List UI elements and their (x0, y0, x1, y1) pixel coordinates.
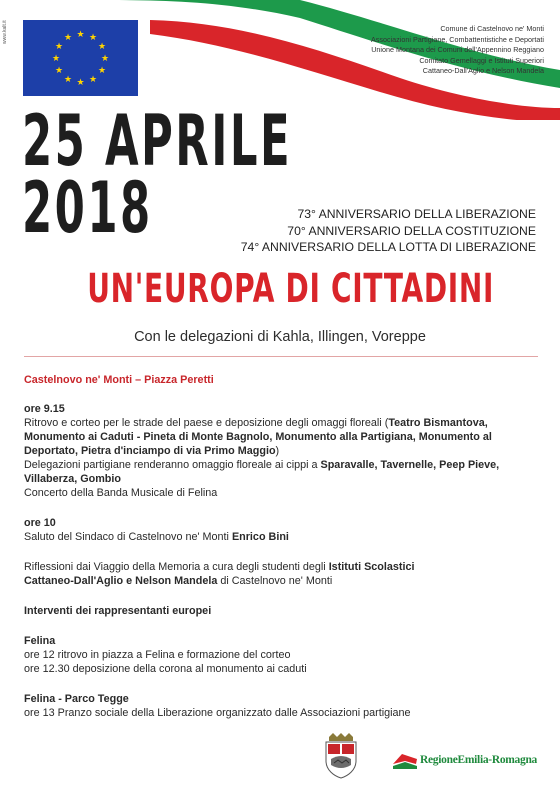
program-bold: Teatro Bismantova, (388, 417, 488, 429)
organizer-line: Comune di Castelnovo ne' Monti (440, 24, 544, 33)
program-line (24, 472, 544, 486)
region-logo-text: RegioneEmilia-Romagna (420, 754, 537, 766)
svg-text:★: ★ (88, 33, 98, 43)
svg-text:★: ★ (76, 78, 85, 88)
anniversary-line: 74° ANNIVERSARIO DELLA LOTTA DI LIBERAZIONE (240, 240, 536, 254)
svg-text:★: ★ (54, 66, 64, 76)
program-bold: Monumento ai Caduti - Pineta di Monte Bagnolo, Monumento alla Partigiana, Monumento al (24, 431, 492, 443)
divider (24, 356, 538, 357)
event-year: 2018 (22, 167, 153, 249)
side-url: www.kalt.it (2, 20, 8, 44)
svg-text:★: ★ (63, 75, 73, 85)
program-text: Ritrovo e corteo per le strade del paese e deposizione degli omaggi floreali ( (24, 417, 389, 429)
program-line (24, 458, 544, 472)
svg-text:★: ★ (76, 30, 85, 40)
program-line (24, 574, 544, 588)
program-line (24, 430, 544, 444)
time-label (24, 402, 544, 416)
svg-text:★: ★ (54, 42, 64, 52)
program-line (24, 560, 544, 574)
headline (0, 267, 560, 311)
svg-text:★: ★ (51, 54, 61, 64)
svg-text:★: ★ (88, 75, 98, 85)
time-label-text: ore 9.15 (24, 403, 65, 415)
svg-text:★: ★ (97, 42, 107, 52)
organizer-line: Cattaneo-Dall'Aglio e Nelson Mandela (422, 66, 544, 76)
organizer-line: Comitato Gemellaggi e Istituti Superiori (419, 55, 544, 65)
program-line: ore 13 Pranzo sociale della Liberazione organizzato dalle Associazioni partigiane (24, 707, 411, 719)
svg-text:★: ★ (97, 66, 107, 76)
program-line (24, 416, 544, 430)
program-text: Saluto del Sindaco di Castelnovo ne' Monti (24, 531, 232, 543)
program-heading (24, 692, 544, 706)
organizers-list (304, 24, 544, 77)
program-bold: Cattaneo-Dall'Aglio e Nelson Mandela (24, 575, 218, 587)
svg-text:★: ★ (100, 54, 110, 64)
program-bold: Deportato, Pietra d'inciampo di via Primo Maggio (24, 445, 276, 457)
time-label-text: ore 10 (24, 517, 56, 529)
program-bold: Villaberza, Gombio (24, 473, 121, 485)
municipal-crest-icon (322, 733, 360, 779)
event-date: 25 APRILE (22, 100, 293, 182)
program-text: Riflessioni dai Viaggio della Memoria a cura degli studenti degli (24, 561, 329, 573)
program-location: Castelnovo ne' Monti – Piazza Peretti (24, 374, 214, 386)
anniversary-line: 73° ANNIVERSARIO DELLA LIBERAZIONE (297, 207, 536, 221)
anniversary-line: 70° ANNIVERSARIO DELLA COSTITUZIONE (287, 223, 536, 238)
program-bold: Istituti Scolastici (328, 561, 415, 573)
regione-emilia-romagna-icon (392, 752, 418, 770)
program-heading (24, 634, 544, 648)
svg-text:★: ★ (63, 33, 73, 43)
eu-flag-icon (23, 20, 138, 96)
headline-text: UN'EUROPA DI CITTADINI (87, 266, 495, 312)
program-line (24, 444, 544, 458)
program-bold: Sparavalle, Tavernelle, Peep Pieve, (320, 459, 500, 471)
anniversaries (196, 206, 536, 256)
organizer-line: Unione Montana dei Comuni dell'Appennino Reggiano (371, 45, 544, 55)
program-line: ore 12 ritrovo in piazza a Felina e formazione del corteo (24, 649, 291, 661)
regione-emilia-romagna-logo (392, 752, 542, 772)
program-line: Concerto della Banda Musicale di Felina (24, 487, 218, 499)
program-text: di Castelnovo ne' Monti (217, 575, 333, 587)
organizer-line: Associazioni Partigiane, Combattentistiche e Deportati (371, 34, 544, 44)
program-text: Delegazioni partigiane renderanno omaggio floreale ai cippi a (24, 459, 321, 471)
delegations-line: Con le delegazioni di Kahla, Illingen, Voreppe (134, 329, 426, 345)
program-line (24, 530, 544, 544)
program-text: ) (275, 445, 280, 457)
program-line: ore 12.30 deposizione della corona al monumento ai caduti (24, 663, 307, 675)
program-heading (24, 604, 544, 618)
program-bold: Enrico Bini (231, 531, 289, 543)
program-bold: Felina (24, 635, 56, 647)
program-bold: Interventi dei rappresentanti europei (24, 605, 212, 617)
time-label (24, 516, 544, 530)
program-bold: Felina - Parco Tegge (24, 693, 129, 705)
